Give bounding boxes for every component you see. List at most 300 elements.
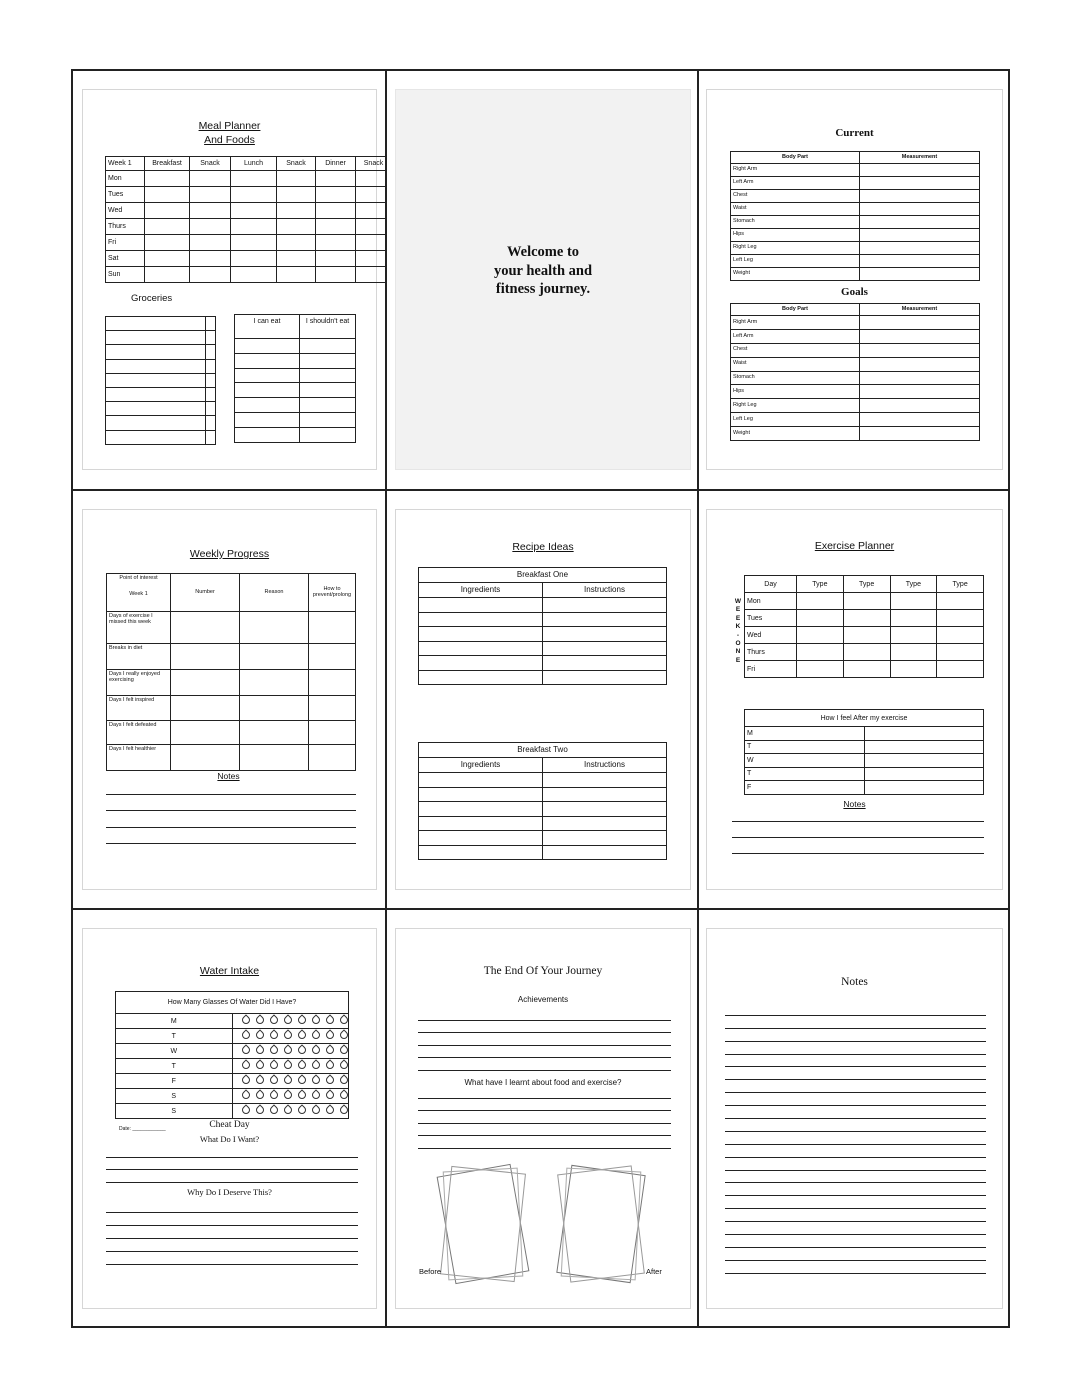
current-measurement-cell[interactable] <box>860 268 980 281</box>
meal-entry-cell[interactable] <box>190 219 231 235</box>
ingredient-cell[interactable] <box>419 670 543 685</box>
exercise-entry-cell[interactable] <box>797 627 844 644</box>
meal-entry-cell[interactable] <box>356 203 386 219</box>
ingredient-cell[interactable] <box>419 802 543 817</box>
water-drop-icon[interactable] <box>324 1089 335 1100</box>
water-drop-icon[interactable] <box>310 1074 321 1085</box>
water-drop-icon[interactable] <box>254 1059 265 1070</box>
recipe-row <box>419 802 667 817</box>
exercise-entry-cell[interactable] <box>843 627 890 644</box>
notes-line[interactable] <box>725 1158 986 1171</box>
weekly-entry-cell[interactable] <box>240 696 309 721</box>
meal-entry-cell[interactable] <box>190 251 231 267</box>
water-drop-icon[interactable] <box>338 1029 349 1040</box>
current-measurement-cell[interactable] <box>860 203 980 216</box>
water-drop-icon[interactable] <box>338 1089 349 1100</box>
achievements-lines <box>418 1008 671 1071</box>
exercise-entry-cell[interactable] <box>890 661 937 678</box>
weekly-entry-cell[interactable] <box>309 696 356 721</box>
water-drop-icon[interactable] <box>282 1014 293 1025</box>
weekly-entry-cell[interactable] <box>309 670 356 696</box>
exercise-header-type: Type <box>797 576 844 593</box>
ingredient-cell[interactable] <box>419 598 543 613</box>
notes-line[interactable] <box>725 1235 986 1248</box>
notes-line[interactable] <box>725 1016 986 1029</box>
writing-line[interactable] <box>418 1058 671 1071</box>
week-one-side-label <box>734 598 742 665</box>
water-drop-icon[interactable] <box>268 1089 279 1100</box>
grocery-item-cell[interactable] <box>106 317 206 331</box>
meal-entry-cell[interactable] <box>316 171 356 187</box>
water-drop-icon[interactable] <box>310 1059 321 1070</box>
water-drop-icon[interactable] <box>310 1089 321 1100</box>
notes-line[interactable] <box>725 1003 986 1016</box>
eat-row <box>235 398 356 413</box>
water-glasses-cell[interactable] <box>232 1089 349 1104</box>
meal-entry-cell[interactable] <box>231 235 277 251</box>
end-cell <box>387 910 697 1328</box>
shouldnt-eat-cell[interactable] <box>300 383 356 398</box>
water-drop-icon[interactable] <box>240 1029 251 1040</box>
meal-entry-cell[interactable] <box>356 171 386 187</box>
meal-entry-cell[interactable] <box>231 203 277 219</box>
meal-entry-cell[interactable] <box>277 251 316 267</box>
instruction-cell[interactable] <box>543 845 667 860</box>
water-drop-icon[interactable] <box>254 1044 265 1055</box>
weekly-row <box>107 745 356 771</box>
meal-header-cell: Dinner <box>316 157 356 171</box>
grocery-check-cell[interactable] <box>206 416 216 430</box>
water-drop-icon[interactable] <box>240 1014 251 1025</box>
writing-line[interactable] <box>106 1226 358 1239</box>
water-glasses-cell[interactable] <box>232 1059 349 1074</box>
writing-line[interactable] <box>106 1213 358 1226</box>
goals-measurement-cell[interactable] <box>860 399 980 413</box>
weekly-entry-cell[interactable] <box>171 745 240 771</box>
current-row <box>731 190 980 203</box>
instruction-cell[interactable] <box>543 612 667 627</box>
writing-line[interactable] <box>106 1145 358 1158</box>
side-letter: - <box>736 631 740 639</box>
notes-line[interactable] <box>725 1222 986 1235</box>
notes-line[interactable] <box>725 1106 986 1119</box>
shouldnt-eat-cell[interactable] <box>300 412 356 427</box>
writing-line[interactable] <box>418 1099 671 1112</box>
notes-line[interactable] <box>725 1042 986 1055</box>
exercise-entry-cell[interactable] <box>937 610 984 627</box>
water-drop-icon[interactable] <box>324 1059 335 1070</box>
exercise-entry-cell[interactable] <box>797 593 844 610</box>
water-drop-icon[interactable] <box>296 1104 307 1115</box>
notes-line[interactable] <box>732 822 984 838</box>
meal-entry-cell[interactable] <box>231 171 277 187</box>
meal-entry-cell[interactable] <box>231 267 277 283</box>
ingredient-cell[interactable] <box>419 641 543 656</box>
water-glasses-cell[interactable] <box>232 1044 349 1059</box>
current-measurement-cell[interactable] <box>860 190 980 203</box>
meal-day-row <box>106 251 386 267</box>
goals-measurement-cell[interactable] <box>860 385 980 399</box>
writing-line[interactable] <box>418 1033 671 1046</box>
weekly-entry-cell[interactable] <box>240 721 309 745</box>
exercise-entry-cell[interactable] <box>890 610 937 627</box>
notes-line[interactable] <box>725 1145 986 1158</box>
goals-measurement-cell[interactable] <box>860 357 980 371</box>
exercise-entry-cell[interactable] <box>843 661 890 678</box>
water-drop-icon[interactable] <box>310 1104 321 1115</box>
weekly-entry-cell[interactable] <box>240 670 309 696</box>
meal-entry-cell[interactable] <box>277 203 316 219</box>
exercise-entry-cell[interactable] <box>890 593 937 610</box>
water-drop-icon[interactable] <box>268 1029 279 1040</box>
water-drop-icon[interactable] <box>254 1014 265 1025</box>
meal-entry-cell[interactable] <box>145 203 190 219</box>
meal-entry-cell[interactable] <box>145 251 190 267</box>
shouldnt-eat-cell[interactable] <box>300 339 356 354</box>
goals-measurement-cell[interactable] <box>860 371 980 385</box>
grocery-item-cell[interactable] <box>106 373 206 387</box>
meal-entry-cell[interactable] <box>145 187 190 203</box>
notes-line[interactable] <box>732 806 984 822</box>
ingredient-cell[interactable] <box>419 845 543 860</box>
ingredient-cell[interactable] <box>419 816 543 831</box>
grocery-check-cell[interactable] <box>206 430 216 444</box>
exercise-day-label: Wed <box>745 627 797 644</box>
can-eat-cell[interactable] <box>235 353 300 368</box>
notes-line[interactable] <box>725 1261 986 1274</box>
grocery-check-cell[interactable] <box>206 387 216 401</box>
ingredient-cell[interactable] <box>419 627 543 642</box>
grocery-item-cell[interactable] <box>106 430 206 444</box>
writing-line[interactable] <box>418 1021 671 1034</box>
exercise-entry-cell[interactable] <box>890 644 937 661</box>
weekly-entry-cell[interactable] <box>171 644 240 670</box>
instruction-cell[interactable] <box>543 816 667 831</box>
meal-entry-cell[interactable] <box>145 219 190 235</box>
instruction-cell[interactable] <box>543 656 667 671</box>
meal-entry-cell[interactable] <box>356 267 386 283</box>
current-measurement-cell[interactable] <box>860 164 980 177</box>
feel-row <box>745 767 984 781</box>
meal-header-cell: Lunch <box>231 157 277 171</box>
goals-body-part: Hips <box>731 385 860 399</box>
meal-entry-cell[interactable] <box>190 267 231 283</box>
meal-entry-cell[interactable] <box>356 235 386 251</box>
water-drop-icon[interactable] <box>268 1044 279 1055</box>
grocery-item-cell[interactable] <box>106 402 206 416</box>
meal-entry-cell[interactable] <box>356 219 386 235</box>
notes-line[interactable] <box>725 1171 986 1184</box>
notes-line[interactable] <box>106 795 356 812</box>
exercise-entry-cell[interactable] <box>937 593 984 610</box>
ingredient-cell[interactable] <box>419 773 543 788</box>
water-drop-icon[interactable] <box>282 1059 293 1070</box>
meal-entry-cell[interactable] <box>277 235 316 251</box>
weekly-entry-cell[interactable] <box>309 745 356 771</box>
writing-line[interactable] <box>106 1200 358 1213</box>
water-drop-icon[interactable] <box>254 1074 265 1085</box>
notes-line[interactable] <box>725 1248 986 1261</box>
ingredient-cell[interactable] <box>419 612 543 627</box>
water-drop-icon[interactable] <box>324 1074 335 1085</box>
writing-line[interactable] <box>106 1239 358 1252</box>
breakfast-one-table <box>418 567 667 685</box>
can-eat-cell[interactable] <box>235 398 300 413</box>
goals-measurement-cell[interactable] <box>860 343 980 357</box>
current-measurement-cell[interactable] <box>860 216 980 229</box>
exercise-entry-cell[interactable] <box>890 627 937 644</box>
ingredient-cell[interactable] <box>419 787 543 802</box>
instruction-cell[interactable] <box>543 670 667 685</box>
can-eat-cell[interactable] <box>235 368 300 383</box>
water-drop-icon[interactable] <box>324 1014 335 1025</box>
meal-entry-cell[interactable] <box>316 187 356 203</box>
water-drop-icon[interactable] <box>296 1014 307 1025</box>
notes-line[interactable] <box>106 778 356 795</box>
water-drop-icon[interactable] <box>268 1014 279 1025</box>
writing-line[interactable] <box>106 1158 358 1171</box>
writing-line[interactable] <box>418 1124 671 1137</box>
exercise-entry-cell[interactable] <box>843 644 890 661</box>
current-measurement-cell[interactable] <box>860 229 980 242</box>
water-drop-icon[interactable] <box>338 1044 349 1055</box>
instruction-cell[interactable] <box>543 831 667 846</box>
achievements-heading: Achievements <box>517 995 569 1004</box>
meal-entry-cell[interactable] <box>231 219 277 235</box>
feel-entry-cell[interactable] <box>864 754 984 768</box>
water-drop-icon[interactable] <box>338 1059 349 1070</box>
weekly-entry-cell[interactable] <box>240 745 309 771</box>
water-drop-icon[interactable] <box>282 1029 293 1040</box>
writing-line[interactable] <box>418 1008 671 1021</box>
weekly-entry-cell[interactable] <box>240 612 309 644</box>
exercise-entry-cell[interactable] <box>843 593 890 610</box>
can-eat-cell[interactable] <box>235 427 300 442</box>
goals-measurement-cell[interactable] <box>860 427 980 441</box>
shouldnt-eat-cell[interactable] <box>300 353 356 368</box>
grocery-item-cell[interactable] <box>106 331 206 345</box>
exercise-table <box>744 575 984 678</box>
meal-entry-cell[interactable] <box>231 251 277 267</box>
can-eat-cell[interactable] <box>235 383 300 398</box>
instruction-cell[interactable] <box>543 802 667 817</box>
weekly-entry-cell[interactable] <box>171 696 240 721</box>
water-drop-icon[interactable] <box>282 1074 293 1085</box>
grocery-item-cell[interactable] <box>106 416 206 430</box>
ingredient-cell[interactable] <box>419 656 543 671</box>
instruction-cell[interactable] <box>543 627 667 642</box>
exercise-entry-cell[interactable] <box>797 644 844 661</box>
meal-entry-cell[interactable] <box>277 267 316 283</box>
notes-line[interactable] <box>106 828 356 845</box>
notes-line[interactable] <box>725 1029 986 1042</box>
current-body-part: Right Leg <box>731 242 860 255</box>
writing-line[interactable] <box>418 1136 671 1149</box>
water-drop-icon[interactable] <box>324 1044 335 1055</box>
goals-measurement-cell[interactable] <box>860 413 980 427</box>
notes-line[interactable] <box>732 838 984 854</box>
writing-line[interactable] <box>106 1252 358 1265</box>
weekly-entry-cell[interactable] <box>171 721 240 745</box>
current-measurement-cell[interactable] <box>860 177 980 190</box>
instruction-cell[interactable] <box>543 773 667 788</box>
grocery-item-cell[interactable] <box>106 387 206 401</box>
water-drop-icon[interactable] <box>268 1059 279 1070</box>
feel-entry-cell[interactable] <box>864 781 984 795</box>
water-glasses-cell[interactable] <box>232 1074 349 1089</box>
exercise-header-row <box>745 576 984 593</box>
notes-line[interactable] <box>725 1132 986 1145</box>
notes-line[interactable] <box>725 1209 986 1222</box>
water-drop-icon[interactable] <box>296 1044 307 1055</box>
feel-entry-cell[interactable] <box>864 740 984 754</box>
water-drop-icon[interactable] <box>296 1029 307 1040</box>
water-glasses-cell[interactable] <box>232 1029 349 1044</box>
meal-entry-cell[interactable] <box>145 235 190 251</box>
current-body-part: Right Arm <box>731 164 860 177</box>
goals-row <box>731 357 980 371</box>
meal-entry-cell[interactable] <box>316 203 356 219</box>
water-drop-icon[interactable] <box>310 1029 321 1040</box>
measurements-cell <box>699 71 1010 489</box>
water-drop-icon[interactable] <box>254 1029 265 1040</box>
water-drop-icon[interactable] <box>268 1074 279 1085</box>
grocery-row <box>106 345 216 359</box>
meal-entry-cell[interactable] <box>190 203 231 219</box>
water-drop-icon[interactable] <box>254 1089 265 1100</box>
current-measurement-cell[interactable] <box>860 242 980 255</box>
feel-header: How I feel After my exercise <box>745 710 984 727</box>
meal-entry-cell[interactable] <box>231 187 277 203</box>
notes-line[interactable] <box>725 1055 986 1068</box>
weekly-entry-cell[interactable] <box>309 612 356 644</box>
water-drop-icon[interactable] <box>296 1074 307 1085</box>
water-drop-icon[interactable] <box>240 1059 251 1070</box>
water-drop-icon[interactable] <box>254 1104 265 1115</box>
writing-line[interactable] <box>106 1170 358 1183</box>
instruction-cell[interactable] <box>543 787 667 802</box>
grocery-check-cell[interactable] <box>206 373 216 387</box>
water-drop-icon[interactable] <box>282 1044 293 1055</box>
weekly-entry-cell[interactable] <box>171 612 240 644</box>
water-glasses-cell[interactable] <box>232 1104 349 1119</box>
instruction-cell[interactable] <box>543 641 667 656</box>
grocery-check-cell[interactable] <box>206 345 216 359</box>
meal-entry-cell[interactable] <box>145 267 190 283</box>
weekly-entry-cell[interactable] <box>240 644 309 670</box>
goals-measurement-cell[interactable] <box>860 316 980 330</box>
grocery-row <box>106 402 216 416</box>
notes-line[interactable] <box>725 1080 986 1093</box>
water-drop-icon[interactable] <box>240 1089 251 1100</box>
meal-entry-cell[interactable] <box>316 267 356 283</box>
meal-entry-cell[interactable] <box>356 251 386 267</box>
water-drop-icon[interactable] <box>282 1104 293 1115</box>
can-eat-cell[interactable] <box>235 412 300 427</box>
feel-entry-cell[interactable] <box>864 767 984 781</box>
grocery-item-cell[interactable] <box>106 359 206 373</box>
writing-line[interactable] <box>418 1086 671 1099</box>
instruction-cell[interactable] <box>543 598 667 613</box>
goals-row <box>731 371 980 385</box>
water-drop-icon[interactable] <box>338 1014 349 1025</box>
exercise-entry-cell[interactable] <box>937 627 984 644</box>
notes-page <box>706 928 1003 1309</box>
meal-entry-cell[interactable] <box>190 187 231 203</box>
meal-entry-cell[interactable] <box>277 219 316 235</box>
weekly-entry-cell[interactable] <box>171 670 240 696</box>
water-drop-icon[interactable] <box>310 1044 321 1055</box>
can-eat-cell[interactable] <box>235 339 300 354</box>
exercise-entry-cell[interactable] <box>797 610 844 627</box>
shouldnt-eat-cell[interactable] <box>300 398 356 413</box>
goals-measurement-cell[interactable] <box>860 329 980 343</box>
weekly-entry-cell[interactable] <box>309 644 356 670</box>
feel-entry-cell[interactable] <box>864 727 984 741</box>
exercise-entry-cell[interactable] <box>797 661 844 678</box>
grocery-item-cell[interactable] <box>106 345 206 359</box>
meal-entry-cell[interactable] <box>190 235 231 251</box>
meal-entry-cell[interactable] <box>277 187 316 203</box>
water-drop-icon[interactable] <box>324 1029 335 1040</box>
current-body-part: Stomach <box>731 216 860 229</box>
notes-line[interactable] <box>725 1119 986 1132</box>
water-drop-icon[interactable] <box>338 1104 349 1115</box>
exercise-entry-cell[interactable] <box>843 610 890 627</box>
water-drop-icon[interactable] <box>338 1074 349 1085</box>
meal-day-label: Mon <box>106 171 145 187</box>
water-drop-icon[interactable] <box>240 1074 251 1085</box>
current-measurement-cell[interactable] <box>860 255 980 268</box>
writing-line[interactable] <box>418 1046 671 1059</box>
water-drop-icon[interactable] <box>324 1104 335 1115</box>
notes-line[interactable] <box>725 1093 986 1106</box>
shouldnt-eat-cell[interactable] <box>300 368 356 383</box>
meal-entry-cell[interactable] <box>316 235 356 251</box>
grocery-check-cell[interactable] <box>206 359 216 373</box>
notes-line[interactable] <box>725 1183 986 1196</box>
water-drop-icon[interactable] <box>296 1059 307 1070</box>
water-drop-icon[interactable] <box>240 1104 251 1115</box>
grocery-check-cell[interactable] <box>206 317 216 331</box>
grocery-check-cell[interactable] <box>206 331 216 345</box>
ingredient-cell[interactable] <box>419 831 543 846</box>
grocery-check-cell[interactable] <box>206 402 216 416</box>
meal-entry-cell[interactable] <box>277 171 316 187</box>
notes-line[interactable] <box>725 1196 986 1209</box>
shouldnt-eat-cell[interactable] <box>300 427 356 442</box>
exercise-entry-cell[interactable] <box>937 644 984 661</box>
exercise-entry-cell[interactable] <box>937 661 984 678</box>
writing-line[interactable] <box>418 1111 671 1124</box>
water-drop-icon[interactable] <box>282 1089 293 1100</box>
weekly-progress-cell <box>73 491 385 908</box>
meal-entry-cell[interactable] <box>316 219 356 235</box>
meal-entry-cell[interactable] <box>356 187 386 203</box>
water-drop-icon[interactable] <box>268 1104 279 1115</box>
water-drop-icon[interactable] <box>296 1089 307 1100</box>
meal-entry-cell[interactable] <box>145 171 190 187</box>
meal-entry-cell[interactable] <box>316 251 356 267</box>
meal-entry-cell[interactable] <box>190 171 231 187</box>
notes-line[interactable] <box>106 811 356 828</box>
feel-day-label: T <box>745 767 865 781</box>
weekly-entry-cell[interactable] <box>309 721 356 745</box>
notes-line[interactable] <box>725 1067 986 1080</box>
water-drop-icon[interactable] <box>240 1044 251 1055</box>
water-glasses-cell[interactable] <box>232 1014 349 1029</box>
water-drop-icon[interactable] <box>310 1014 321 1025</box>
